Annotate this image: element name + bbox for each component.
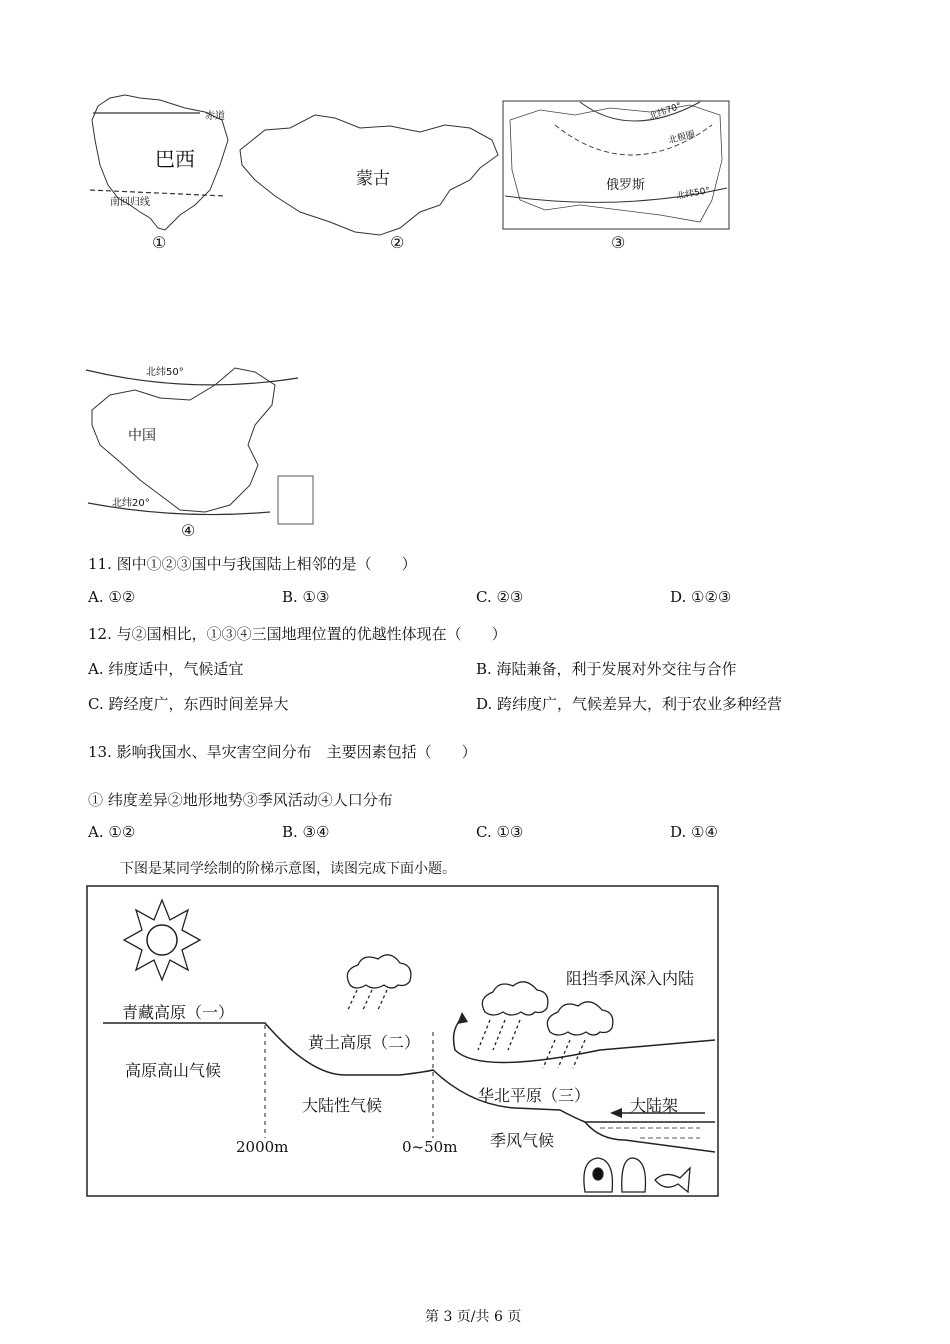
q13-stem: 13. 影响我国水、旱灾害空间分布 主要因素包括（ ） [88, 743, 477, 761]
elev1-label: 2000m [236, 1138, 289, 1156]
map-number-2: ② [390, 233, 405, 252]
step3-label: 华北平原（三） [478, 1086, 591, 1105]
russia-name: 俄罗斯 [606, 178, 646, 193]
climate1-label: 高原高山气候 [125, 1061, 222, 1080]
china-name: 中国 [128, 428, 156, 444]
step1-label: 青藏高原（一） [122, 1003, 235, 1022]
climate3-label: 季风气候 [490, 1131, 555, 1150]
q11-stem: 11. 图中①②③国中与我国陆上相邻的是（ ） [88, 555, 417, 573]
lat70-label: 北纬70° [647, 101, 684, 123]
q12-option-a: A. 纬度适中，气候适宜 [88, 660, 244, 678]
q13-option-b: B. ③④ [282, 823, 330, 841]
map-number-3: ③ [611, 233, 626, 252]
intro-text: 下图是某同学绘制的阶梯示意图，读图完成下面小题。 [120, 861, 456, 877]
tropic-label: 南回归线 [110, 197, 150, 208]
page-footer: 第 3 页/共 6 页 [425, 1309, 522, 1325]
china-lat50-label: 北纬50° [146, 367, 184, 378]
climate2-label: 大陆性气候 [302, 1096, 383, 1115]
bottom-right-icons [584, 1158, 690, 1192]
arctic-label: 北极圈 [667, 129, 697, 147]
block-label: 阻挡季风深入内陆 [566, 969, 695, 988]
q12-option-d: D. 跨纬度广，气候差异大，利于农业多种经营 [476, 695, 783, 713]
q12-stem: 12. 与②国相比，①③④三国地理位置的优越性体现在（ ） [88, 625, 507, 643]
cloud-rain-icon-2 [478, 982, 548, 1050]
q13-option-a: A. ①② [88, 823, 136, 841]
q11-option-a: A. ①② [88, 588, 136, 606]
sun-icon [124, 900, 200, 980]
map-number-4: ④ [181, 521, 196, 540]
step2-label: 黄土高原（二） [308, 1033, 421, 1052]
q11-option-c: C. ②③ [476, 588, 524, 606]
elev2-label: 0~50m [402, 1138, 458, 1156]
shelf-label: 大陆架 [630, 1096, 679, 1115]
q11-option-b: B. ①③ [282, 588, 330, 606]
q12-option-c: C. 跨经度广，东西时间差异大 [88, 695, 289, 713]
cloud-rain-icon-1 [347, 955, 411, 1012]
lat50-label: 北纬50° [675, 186, 711, 202]
q11-option-d: D. ①②③ [670, 588, 732, 606]
q13-items: ① 纬度差异②地形地势③季风活动④人口分布 [88, 791, 393, 809]
q13-option-c: C. ①③ [476, 823, 524, 841]
q12-option-b: B. 海陆兼备，利于发展对外交往与合作 [476, 660, 737, 678]
equator-label: 赤道 [205, 111, 225, 122]
mongolia-name: 蒙古 [356, 169, 390, 189]
china-lat20-label: 北纬20° [112, 498, 150, 509]
map-number-1: ① [152, 233, 167, 252]
brazil-name: 巴西 [155, 147, 195, 171]
q13-option-d: D. ①④ [670, 823, 718, 841]
